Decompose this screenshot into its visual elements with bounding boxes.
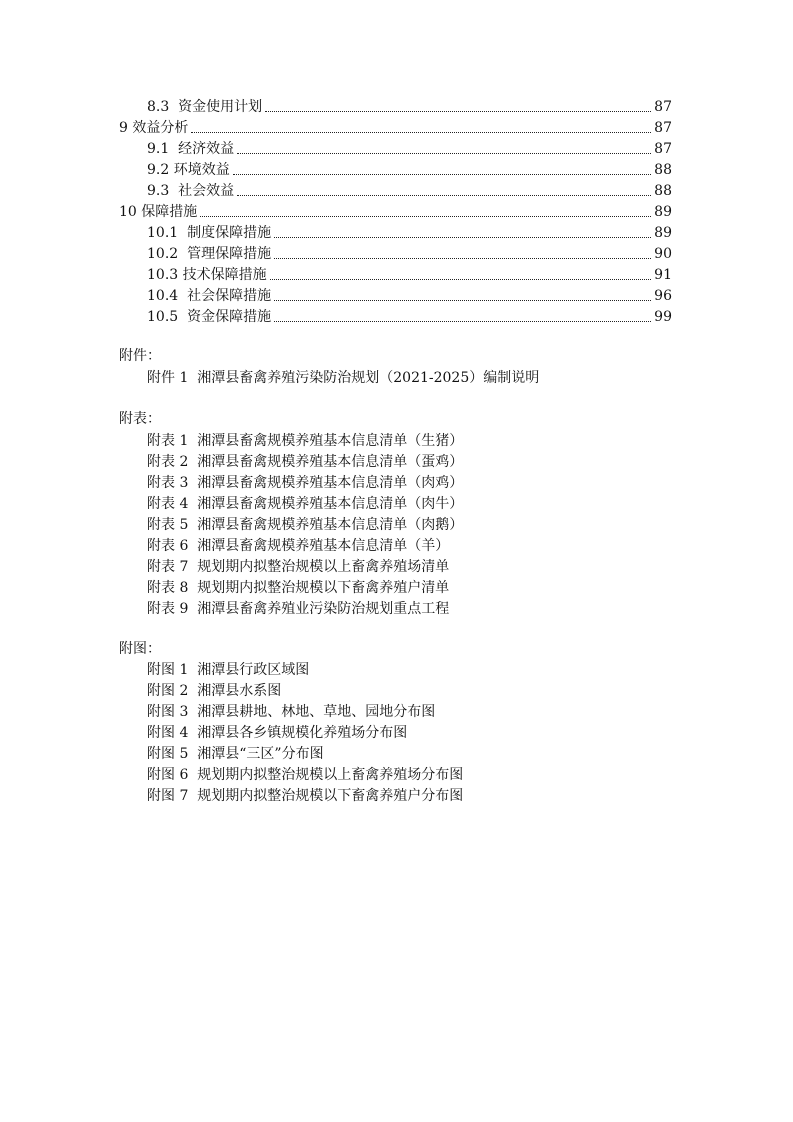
toc-entry-title: 8.3 资金使用计划: [147, 99, 263, 115]
figure-item[interactable]: 附图 7 规划期内拟整治规模以下畜禽养殖户分布图: [147, 788, 464, 804]
toc-entry-page: 87: [654, 99, 672, 115]
table-item[interactable]: 附表 7 规划期内拟整治规模以上畜禽养殖场清单: [147, 559, 450, 575]
toc-entry-page: 89: [654, 204, 672, 220]
toc-entry[interactable]: [119, 202, 672, 222]
toc-entry-page: 89: [654, 225, 672, 241]
toc-entry-page: 91: [654, 267, 672, 283]
figures-heading: 附图：: [119, 641, 161, 657]
attachments-heading: 附件：: [119, 348, 161, 364]
table-item[interactable]: 附表 3 湘潭县畜禽规模养殖基本信息清单（肉鸡）: [147, 475, 464, 491]
toc-entry-page: 96: [654, 288, 672, 304]
table-item[interactable]: 附表 5 湘潭县畜禽规模养殖基本信息清单（肉鹅）: [147, 517, 464, 533]
attachment-item[interactable]: 附件 1 湘潭县畜禽养殖污染防治规划（2021-2025）编制说明: [147, 370, 540, 386]
toc-entry-title: 9.3 社会效益: [147, 183, 235, 199]
toc-dot-leader: [237, 195, 651, 196]
toc-dot-leader: [274, 321, 651, 322]
toc-entry-title: 10.3 技术保障措施: [147, 267, 267, 283]
toc-dot-leader: [265, 111, 651, 112]
toc-entry-page: 87: [654, 141, 672, 157]
figure-item[interactable]: 附图 1 湘潭县行政区域图: [147, 662, 310, 678]
table-item[interactable]: 附表 1 湘潭县畜禽规模养殖基本信息清单（生猪）: [147, 433, 464, 449]
table-item[interactable]: 附表 9 湘潭县畜禽养殖业污染防治规划重点工程: [147, 601, 450, 617]
toc-entry-title: 9 效益分析: [119, 120, 189, 136]
toc-entry[interactable]: [147, 181, 672, 201]
toc-dot-leader: [233, 174, 651, 175]
table-item[interactable]: 附表 4 湘潭县畜禽规模养殖基本信息清单（肉牛）: [147, 496, 464, 512]
table-item[interactable]: 附表 2 湘潭县畜禽规模养殖基本信息清单（蛋鸡）: [147, 454, 464, 470]
table-item[interactable]: 附表 8 规划期内拟整治规模以下畜禽养殖户清单: [147, 580, 450, 596]
tables-heading: 附表：: [119, 411, 161, 427]
toc-entry-page: 90: [654, 246, 672, 262]
toc-entry[interactable]: [147, 307, 672, 327]
toc-entry-page: 87: [654, 120, 672, 136]
toc-dot-leader: [200, 216, 651, 217]
toc-entry[interactable]: [147, 286, 672, 306]
toc-dot-leader: [270, 279, 652, 280]
toc-entry-title: 9.1 经济效益: [147, 141, 235, 157]
toc-entry-page: 88: [654, 162, 672, 178]
toc-entry-page: 99: [654, 309, 672, 325]
toc-entry[interactable]: [147, 244, 672, 264]
figure-item[interactable]: 附图 2 湘潭县水系图: [147, 683, 282, 699]
toc-entry[interactable]: [119, 118, 672, 138]
toc-entry-title: 10.4 社会保障措施: [147, 288, 272, 304]
toc-dot-leader: [237, 153, 651, 154]
toc-entry-page: 88: [654, 183, 672, 199]
toc-dot-leader: [274, 258, 651, 259]
toc-dot-leader: [191, 132, 651, 133]
toc-entry[interactable]: [147, 223, 672, 243]
toc-entry[interactable]: [147, 265, 672, 285]
toc-entry-title: 10 保障措施: [119, 204, 198, 220]
figure-item[interactable]: 附图 6 规划期内拟整治规模以上畜禽养殖场分布图: [147, 767, 464, 783]
figure-item[interactable]: 附图 5 湘潭县“三区”分布图: [147, 746, 324, 762]
table-item[interactable]: 附表 6 湘潭县畜禽规模养殖基本信息清单（羊）: [147, 538, 450, 554]
toc-entry-title: 10.1 制度保障措施: [147, 225, 272, 241]
toc-entry[interactable]: [147, 139, 672, 159]
toc-dot-leader: [274, 237, 651, 238]
toc-entry-title: 9.2 环境效益: [147, 162, 230, 178]
toc-entry[interactable]: [147, 160, 672, 180]
figure-item[interactable]: 附图 3 湘潭县耕地、林地、草地、园地分布图: [147, 704, 436, 720]
toc-entry[interactable]: [147, 97, 672, 117]
toc-dot-leader: [274, 300, 651, 301]
figure-item[interactable]: 附图 4 湘潭县各乡镇规模化养殖场分布图: [147, 725, 408, 741]
toc-entry-title: 10.2 管理保障措施: [147, 246, 272, 262]
toc-entry-title: 10.5 资金保障措施: [147, 309, 272, 325]
